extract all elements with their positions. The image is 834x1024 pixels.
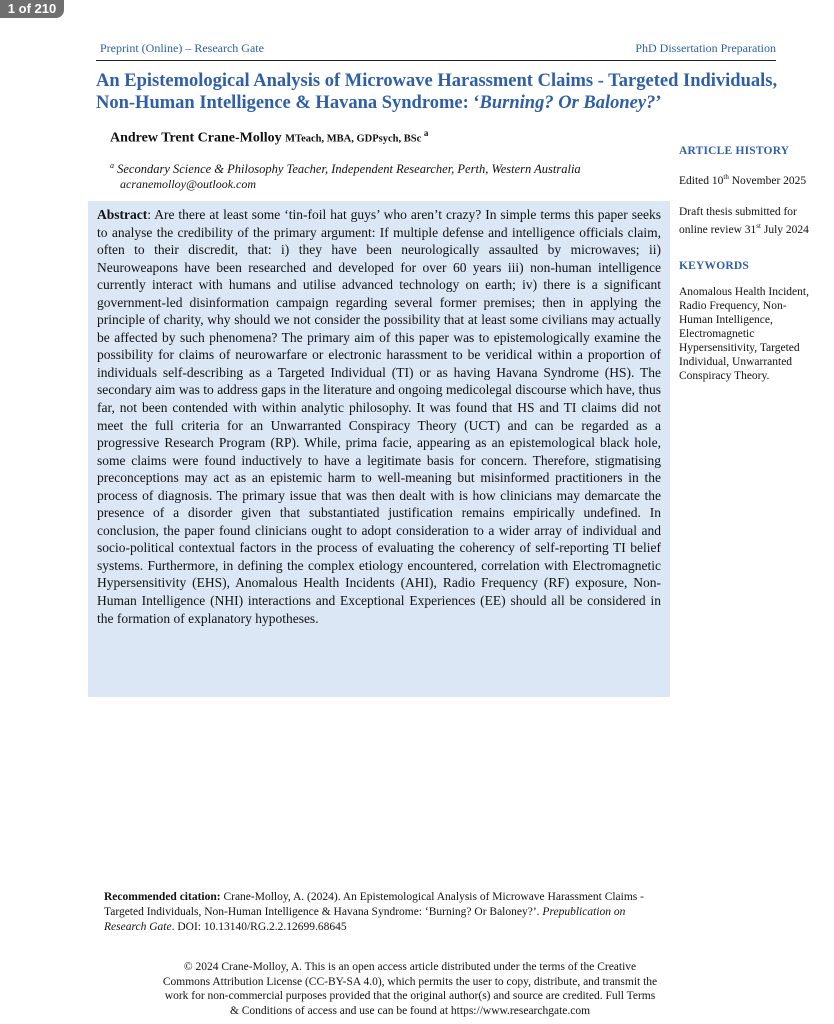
affiliation: [110, 158, 670, 192]
citation-label: Recommended citation:: [104, 891, 221, 903]
citation-doi: . DOI: 10.13140/RG.2.2.12699.68645: [171, 921, 347, 933]
title-emphasis: Burning? Or Baloney?: [479, 93, 656, 113]
edited-date-after: November 2025: [728, 174, 807, 187]
title-main: An Epistemological Analysis of Microwave Harassment Claims - Targeted Individuals, Non-Human Intelligence & Havana Syndrome: ‘: [96, 71, 778, 113]
abstract-text: : Are there at least some ‘tin-foil hat guys’ who aren’t crazy? In simple terms this paper seeks to analyse the credibility of the primary argument: If multiple defense and intelligence officials claim, often to their discredit, that: i) they have been neurologically assaulted by microwaves; ii) Neuroweapons have been researched and developed for over 60 years iii) non-human intelligence currently interact with humans and utilise advanced technology on earth; iv) there is a significant government-led disinformation campaign regarding several former premises; then in applying the principle of charity, why should we not consider the possibility that at least some civilians may actually be affected by such phenomena? The primary aim of this paper was to epistemologically examine the possibility for claims of neurowarfare or electronic harassment to be veridical within a proportion of individuals self-describing as a Targeted Individual (TI) or as having Havana Syndrome (HS). The secondary aim was to address gaps in the literature and ongoing medicolegal discourse which have, thus far, not been contended with within analytic philosophy. It was found that HS and TI claims did not meet the full criteria for an Unwarranted Conspiracy Theory (UCT) and can be regarded as a progressive Research Program (RP). While, prima facie, appearing as an epistemological black hole, some claims were found inductively to have a legitimate basis for concern. Therefore, stigmatising preconceptions may act as an epistemic harm to well-meaning but misinformed practitioners in the process of diagnosis. The primary issue that was then dealt with is how clinicians may demarcate the presence of a disorder given that substantiated justification remains empirically undefined. In conclusion, the paper found clinicians ought to adopt consideration to a wider array of individual and socio-political contextual factors in the process of evaluating the coherency of self-reporting TI belief systems. Furthermore, in defining the complex etiology encountered, correlation with Electromagnetic Hypersensitivity (EHS), Anomalous Health Incidents (AHI), Radio Frequency (RF) exposure, Non-Human Intelligence (NHI) interactions and Exceptional Experiences (EE) should all be considered in the formation of explanatory hypotheses.: [97, 207, 661, 626]
paper-title: [96, 70, 796, 114]
author-qualifications: MTeach, MBA, GDPsych, BSc: [285, 133, 424, 145]
submitted-date: [679, 205, 819, 237]
edited-date-sup: th: [723, 173, 729, 181]
page-count-badge: 1 of 210: [0, 0, 64, 18]
abstract-box: [88, 201, 670, 697]
title-end: ’: [655, 93, 662, 113]
author-name: Andrew Trent Crane-Molloy: [110, 130, 286, 146]
license-notice: © 2024 Crane-Molloy, A. This is an open access article distributed under the terms of the Creative Commons Attribution License (CC-BY-SA 4.0), which permits the user to copy, distribute, and transmit the work for non-commercial purposes provided that the original author(s) and source are credited. Full Terms & Conditions of access and use can be found at https://www.researchgate.com: [162, 961, 658, 1017]
citation-venue: Prepublication on Research Gate: [104, 906, 626, 933]
citation-text: Crane-Molloy, A. (2024). An Epistemological Analysis of Microwave Harassment Claims - Targeted Individuals, Non-Human Intelligence & Havana Syndrome: ‘Burning? Or Baloney?’.: [104, 891, 644, 918]
affiliation-text: Secondary Science & Philosophy Teacher, Independent Researcher, Perth, Western Australia: [114, 162, 581, 177]
submitted-date-before: Draft thesis submitted for online review 31: [679, 205, 797, 236]
edited-date-before: Edited 10: [679, 174, 724, 187]
running-head: [96, 40, 776, 61]
author-line: [110, 128, 670, 147]
edited-date: [679, 170, 819, 188]
keywords-list: Anomalous Health Incident, Radio Frequency, Non-Human Intelligence, Electromagnetic Hypersensitivity, Targeted Individual, Unwarranted Conspiracy Theory.: [679, 285, 809, 382]
article-sidebar: [679, 144, 819, 400]
running-head-venue: Preprint (Online) – Research Gate: [100, 41, 264, 55]
affiliation-mark: a: [110, 161, 114, 170]
recommended-citation: [104, 890, 664, 935]
author-email: acranemolloy@outlook.com: [120, 177, 257, 192]
keywords-heading: KEYWORDS: [679, 259, 749, 272]
submitted-date-after: July 2024: [760, 223, 809, 236]
running-head-context: PhD Dissertation Preparation: [635, 41, 776, 55]
abstract-label: Abstract: [97, 207, 148, 222]
article-history-heading: ARTICLE HISTORY: [679, 145, 790, 157]
submitted-date-sup: st: [756, 221, 761, 230]
author-affiliation-mark: a: [423, 128, 429, 138]
